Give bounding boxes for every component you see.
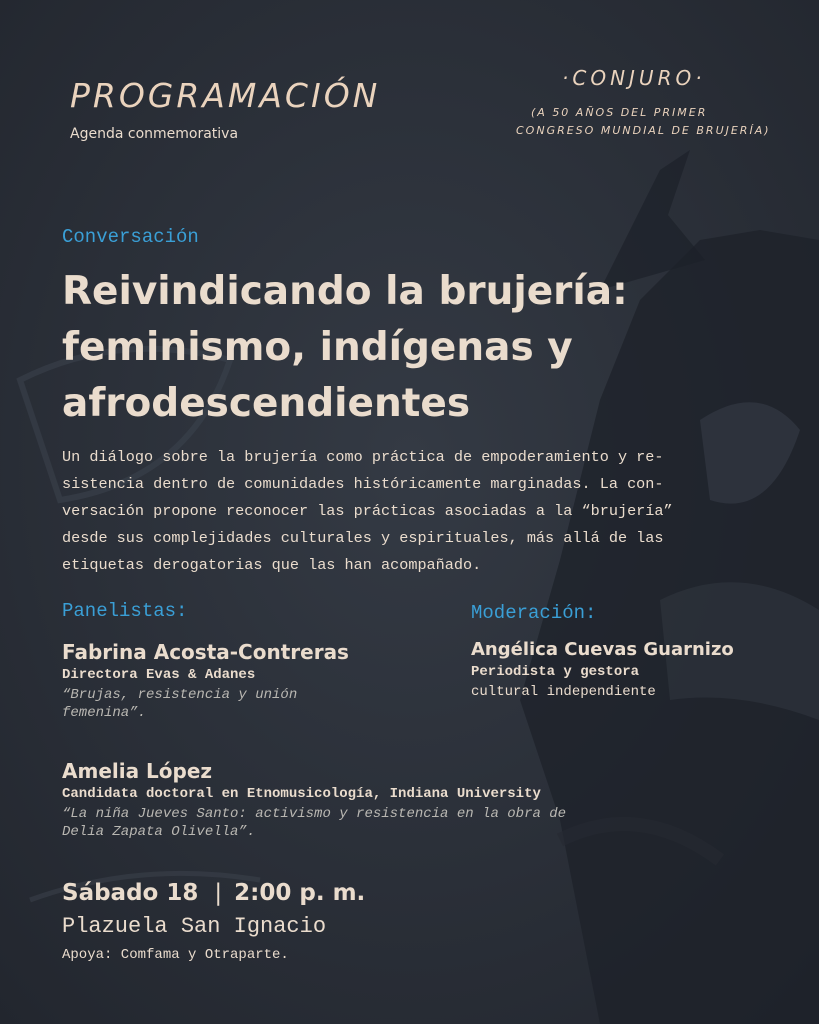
description-line: etiquetas derogatorias que las han acompañado.	[62, 556, 482, 574]
moderator-name: Angélica Cuevas Guarnizo	[471, 639, 734, 660]
event-support: Apoya: Comfama y Otraparte.	[62, 947, 289, 963]
program-subtitle: Agenda conmemorativa	[70, 126, 239, 142]
event-description	[62, 444, 762, 579]
panelist-talk-line-1: “La niña Jueves Santo: activismo y resistencia en la obra de	[62, 806, 567, 822]
event-title-line-1: Reivindicando la brujería:	[62, 269, 628, 314]
panelist-role: Candidata doctoral en Etnomusicología, Indiana University	[62, 786, 541, 802]
brand-line-1: (A 50 AÑOS DEL PRIMER	[531, 106, 708, 119]
description-line: desde sus complejidades culturales y espirituales, más allá de las	[62, 529, 664, 547]
event-time: 2:00 p. m.	[234, 880, 366, 906]
panelist-card	[62, 640, 349, 721]
moderator-role-line-2: cultural independiente	[471, 684, 656, 700]
event-title	[62, 264, 782, 432]
event-category: Conversación	[62, 226, 199, 248]
program-title: PROGRAMACIÓN	[70, 76, 381, 115]
brand-line-2: CONGRESO MUNDIAL DE BRUJERÍA)	[516, 124, 771, 137]
panelist-card	[62, 759, 566, 840]
panelist-name: Amelia López	[62, 759, 213, 783]
moderator-card	[471, 639, 734, 700]
datetime-separator: |	[214, 880, 223, 906]
event-title-line-3: afrodescendientes	[62, 381, 471, 426]
event-date: Sábado 18	[62, 880, 199, 906]
moderation-heading: Moderación:	[471, 602, 597, 624]
panelist-talk-line-1: “Brujas, resistencia y unión	[62, 687, 298, 703]
description-line: sistencia dentro de comunidades históricamente marginadas. La con-	[62, 475, 664, 493]
panelist-role: Directora Evas & Adanes	[62, 667, 256, 683]
moderator-role-line-1: Periodista y gestora	[471, 664, 640, 680]
panelist-talk-line-2: femenina”.	[62, 705, 147, 721]
event-datetime	[62, 880, 365, 906]
panelist-name: Fabrina Acosta-Contreras	[62, 640, 349, 664]
description-line: Un diálogo sobre la brujería como práctica de empoderamiento y re-	[62, 448, 664, 466]
description-line: versación propone reconocer las prácticas asociadas a la “brujería”	[62, 502, 673, 520]
event-title-line-2: feminismo, indígenas y	[62, 325, 573, 370]
panelists-heading: Panelistas:	[62, 600, 188, 622]
panelist-talk-line-2: Delia Zapata Olivella”.	[62, 824, 256, 840]
brand-title: ·CONJURO·	[562, 66, 706, 90]
event-venue: Plazuela San Ignacio	[62, 914, 327, 939]
